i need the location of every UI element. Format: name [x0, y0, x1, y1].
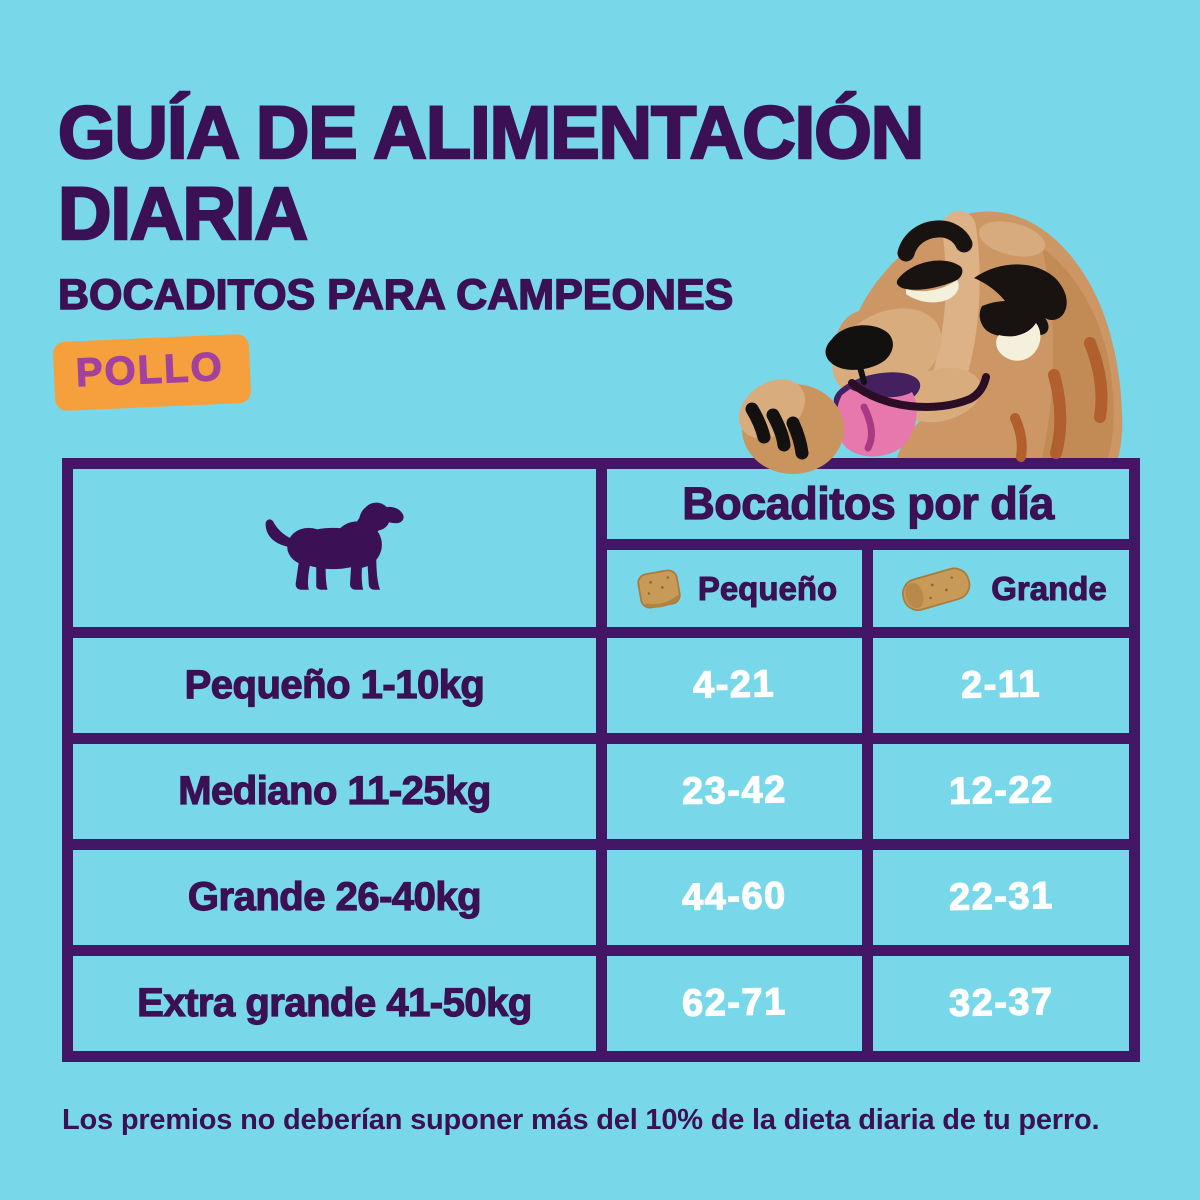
table-cell-large: [873, 638, 1129, 733]
value-text: 32-37: [948, 981, 1054, 1025]
header-block: [58, 92, 958, 407]
value-text: 22-31: [948, 875, 1054, 919]
table-cell-small: [607, 956, 862, 1051]
feeding-guide-table: [62, 458, 1140, 1062]
footer-note: Los premios no deberían suponer más del 10% de la dieta diaria de tu perro.: [62, 1104, 1100, 1136]
value-text: 2-11: [960, 663, 1042, 707]
column-label-large: Grande: [991, 569, 1107, 607]
value-text: 62-71: [681, 981, 788, 1025]
table-cell-large: [873, 850, 1129, 945]
table-cell-small: [607, 638, 862, 733]
treats-per-day-label: Bocaditos por día: [682, 478, 1054, 529]
table-cell-large: [873, 744, 1129, 839]
dog-silhouette-icon: [260, 491, 410, 606]
column-label-small: Pequeño: [697, 569, 838, 607]
row-label-text: Pequeño 1-10kg: [184, 663, 485, 707]
row-label-text: Grande 26-40kg: [187, 875, 482, 919]
row-label-text: Mediano 11-25kg: [178, 769, 491, 813]
row-label-text: Extra grande 41-50kg: [137, 981, 532, 1025]
value-text: 12-22: [948, 769, 1054, 813]
column-header-large: [873, 550, 1129, 627]
treats-per-day-header-cell: [607, 469, 1129, 539]
page-subtitle: BOCADITOS PARA CAMPEONES: [58, 270, 734, 319]
page-title-line2: DIARIA: [58, 172, 307, 256]
table-row-label: [73, 744, 596, 839]
table-cell-small: [607, 850, 862, 945]
column-header-small: [607, 550, 862, 627]
table-row-label: [73, 850, 596, 945]
dog-size-header-cell: [73, 469, 596, 627]
table-cell-small: [607, 744, 862, 839]
value-text: 4-21: [693, 663, 776, 707]
large-treat-icon: [895, 563, 979, 615]
table-row-label: [73, 638, 596, 733]
table-cell-large: [873, 956, 1129, 1051]
page-title-line1: GUÍA DE ALIMENTACIÓN: [58, 91, 924, 174]
flavor-badge: POLLO: [53, 334, 252, 411]
value-text: 44-60: [681, 875, 788, 919]
value-text: 23-42: [681, 769, 788, 813]
table-row-label: [73, 956, 596, 1051]
small-treat-icon: [632, 565, 686, 613]
